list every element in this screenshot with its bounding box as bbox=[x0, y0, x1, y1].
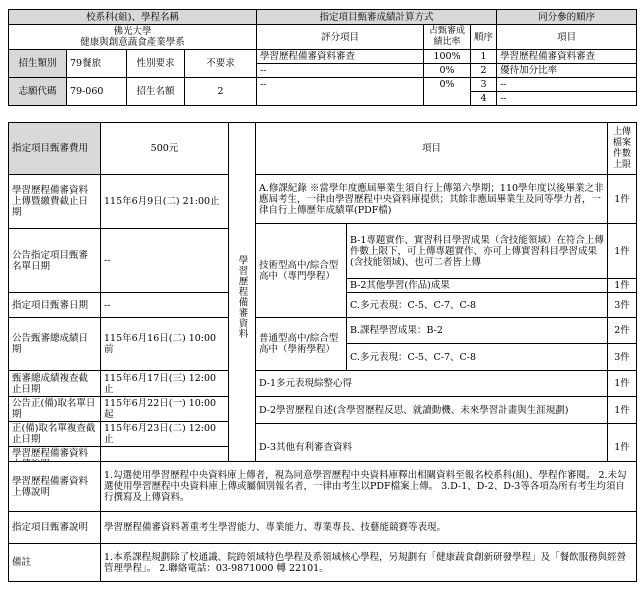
review-date-label: 指定項目甄審日期 bbox=[9, 293, 101, 318]
announce-label: 公告指定項目甄審名單日期 bbox=[9, 229, 101, 293]
review-note: 學習歷程備審資料著重考生學習能力、專業能力、專業專長、技藝能競賽等表現。 bbox=[101, 512, 637, 544]
d1-item: D-1多元表現綜整心得 bbox=[256, 371, 608, 397]
b1-limit: 1件 bbox=[608, 224, 637, 279]
scoring-ratio-1: 100% bbox=[424, 50, 471, 64]
summary-table bbox=[8, 9, 637, 106]
tech-school-label: 技術型高中/綜合型高中（專門學程） bbox=[256, 224, 347, 318]
upload-note-label: 學習歷程備審資料 bbox=[9, 447, 101, 472]
d3-item: D-3其他有利審查資料 bbox=[256, 424, 608, 472]
b2-limit: 1件 bbox=[608, 279, 637, 293]
tie-order-header: 同分參的順序 bbox=[497, 10, 637, 25]
tie-order-no-header: 順序 bbox=[471, 25, 497, 50]
tie-order-4: 4 bbox=[471, 92, 497, 106]
announce-value: -- bbox=[101, 229, 229, 293]
university-name: 佛光大學 bbox=[113, 26, 152, 37]
c-item-general: C.多元表現：C-5、C-7、C-8 bbox=[347, 344, 608, 371]
tie-order-2: 2 bbox=[471, 64, 497, 78]
scoring-ratio-3: 0% bbox=[424, 78, 471, 106]
fee-value: 500元 bbox=[101, 123, 229, 175]
scoring-ratio-header: 占甄審成績比率 bbox=[424, 25, 471, 50]
review-date-value: -- bbox=[101, 293, 229, 318]
school-name-cell bbox=[9, 25, 257, 50]
remark: 1.本系課程規劃除了校通識、院跨領域特色學程及系領域核心學程，另規劃有「健康蔬食創新研發學程」及「餐飲服務與經營管理學程」。 2.聯絡電話：03-9871000 轉 22101。 bbox=[101, 544, 637, 582]
upload-note: 1.勾選使用學習歷程中央資料庫上傳者，視為同意學習歷程中央資料庫釋出相關資料至報名校系科(組)、學程作審閱。 2.未勾選使用學習歷程中央資料庫上傳或屬個別報名者，一律由考生以PDF檔案上傳。 3.D-1、D-2、D-3等各項為所有考生均須自行撰寫及上傳資料。 bbox=[101, 462, 637, 512]
scoring-item-header: 評分項目 bbox=[257, 25, 424, 50]
upload-deadline-label: 學習歷程備審資料上傳暨繳費截止日期 bbox=[9, 175, 101, 229]
portfolio-label: 學習歷程備審資料 bbox=[229, 123, 256, 472]
general-school-label: 普通型高中/綜合型高中（學術學程） bbox=[256, 318, 347, 371]
a-limit: 1件 bbox=[608, 175, 637, 224]
upload-deadline-value: 115年6月9日(二) 21:00止 bbox=[101, 175, 229, 229]
remark-label: 備註 bbox=[9, 544, 101, 582]
d2-item: D-2學習歷程自述(含學習歷程反思、就讀動機、未來學習計畫與生涯規劃) bbox=[256, 397, 608, 424]
scoring-item-3: -- bbox=[257, 78, 424, 106]
tie-item-3: -- bbox=[497, 78, 637, 92]
scoring-item-1: 學習歷程備審資料審查 bbox=[257, 50, 424, 64]
b2-item: B-2其他學習(作品)成果 bbox=[347, 279, 608, 293]
scoring-item-2: -- bbox=[257, 64, 424, 78]
c-limit-tech: 3件 bbox=[608, 293, 637, 318]
quota-label: 招生名額 bbox=[127, 78, 185, 106]
a-item: A.修課紀錄 ※當學年度應屆畢業生須自行上傳第六學期；110學年度以後畢業之非應屆考生，一律由學習歷程中央資料庫提供；其餘非應屆畢業生及同等學力者，一律自行上傳歷年成績單(PDF檔) bbox=[256, 175, 608, 224]
tie-item-4: -- bbox=[497, 92, 637, 106]
tie-item-2: 優待加分比率 bbox=[497, 64, 637, 78]
fee-label: 指定項目甄審費用 bbox=[9, 123, 101, 175]
choice-code-label: 志願代碼 bbox=[9, 78, 67, 106]
d3-limit: 1件 bbox=[608, 424, 637, 472]
notes-table bbox=[8, 461, 637, 582]
b-item: B.課程學習成果：B-2 bbox=[347, 318, 608, 344]
tie-order-1: 1 bbox=[471, 50, 497, 64]
admit-label: 公告正(備)取名單日期 bbox=[9, 397, 101, 422]
result-label: 公告甄審總成績日期 bbox=[9, 318, 101, 371]
quota-category-label: 招生類別 bbox=[9, 50, 67, 78]
result-value: 115年6月16日(二) 10:00前 bbox=[101, 318, 229, 371]
gender-value: 不要求 bbox=[185, 50, 257, 78]
upload-limit-header: 上傳檔案件數上限 bbox=[608, 123, 637, 175]
d2-limit: 1件 bbox=[608, 397, 637, 424]
quota-value: 2 bbox=[185, 78, 257, 106]
recheck-value: 115年6月17日(三) 12:00止 bbox=[101, 371, 229, 397]
department-name: 健康與創意蔬食產業學系 bbox=[80, 37, 185, 48]
calc-method-header: 指定項目甄審成績計算方式 bbox=[257, 10, 497, 25]
admit-value: 115年6月22日(一) 10:00起 bbox=[101, 397, 229, 422]
item-header: 項目 bbox=[256, 123, 608, 175]
c-limit-general: 3件 bbox=[608, 344, 637, 371]
quota-category-value: 79餐旅 bbox=[67, 50, 127, 78]
b1-item: B-1專題實作、實習科目學習成果（含技能領域）在符合上傳件數上限下，可上傳專題實作、亦可上傳實習科目學習成果(含技能領域)、也可二者皆上傳 bbox=[347, 224, 608, 279]
choice-code-value: 79-060 bbox=[67, 78, 127, 106]
scoring-ratio-2: 0% bbox=[424, 64, 471, 78]
review-detail-table bbox=[8, 122, 637, 472]
upload-note-label-cell: 學習歷程備審資料上傳說明 bbox=[9, 462, 101, 512]
admit-recheck-label: 正(備)取名單複查截止日期 bbox=[9, 422, 101, 447]
recheck-label: 甄審總成績複查截止日期 bbox=[9, 371, 101, 397]
review-note-label: 指定項目甄審說明 bbox=[9, 512, 101, 544]
b-limit: 2件 bbox=[608, 318, 637, 344]
school-dept-header: 校系科(組)、學程名稱 bbox=[9, 10, 257, 25]
tie-item-1: 學習歷程備審資料審查 bbox=[497, 50, 637, 64]
tie-item-header: 項目 bbox=[497, 25, 637, 50]
admit-recheck-value: 115年6月23日(二) 12:00止 bbox=[101, 422, 229, 447]
d1-limit: 1件 bbox=[608, 371, 637, 397]
gender-label: 性別要求 bbox=[127, 50, 185, 78]
tie-order-3: 3 bbox=[471, 78, 497, 92]
c-item-tech: C.多元表現：C-5、C-7、C-8 bbox=[347, 293, 608, 318]
